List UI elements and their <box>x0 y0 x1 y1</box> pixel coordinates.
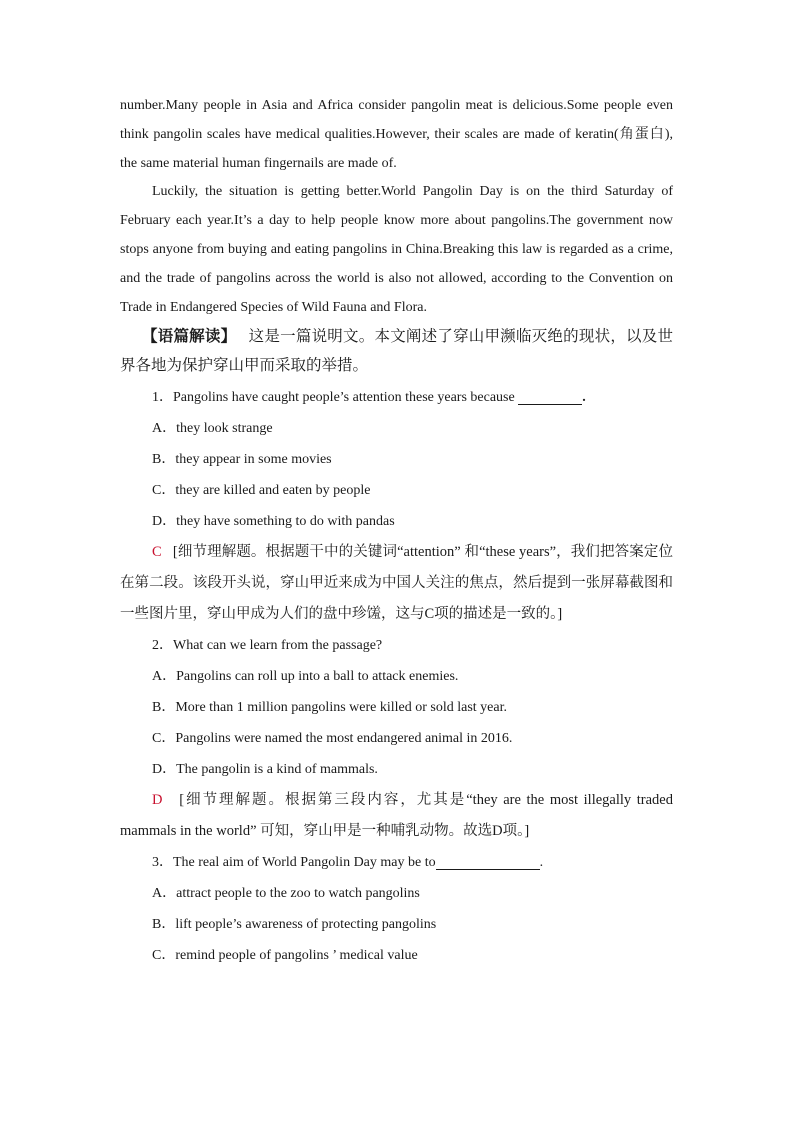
option-a: A．Pangolins can roll up into a ball to attack enemies. <box>152 669 459 685</box>
answer-explanation: D [细节理解题。根据第三段内容，尤其是“they are the most illegally traded mammals in the world” 可知，穿山甲是一种哺乳动物。故选D项。] <box>120 792 673 840</box>
option-a: A．attract people to the zoo to watch pangolins <box>152 886 420 902</box>
answer-letter: C <box>152 544 162 561</box>
discourse-analysis <box>120 322 673 380</box>
question-stem: 2．What can we learn from the passage? <box>152 638 383 654</box>
analysis-tag: 【语篇解读】 <box>142 328 237 346</box>
question-stem: 3．The real aim of World Pangolin Day may be to . <box>152 855 544 871</box>
question-3 <box>120 847 673 971</box>
option-b: B．lift people’s awareness of protecting pangolins <box>152 917 437 933</box>
analysis-text: 这是一篇说明文。本文阐述了穿山甲濒临灭绝的现状，以及世界各地为保护穿山甲而采取的举措。 <box>120 328 674 375</box>
option-d: D．The pangolin is a kind of mammals. <box>152 762 378 778</box>
option-c: C．Pangolins were named the most endangered animal in 2016. <box>152 731 513 747</box>
option-c: C．they are killed and eaten by people <box>152 483 371 499</box>
answer-blank <box>436 854 540 870</box>
answer-letter: D <box>152 792 163 809</box>
question-2 <box>120 630 673 847</box>
answer-explanation: C [细节理解题。根据题干中的关键词“attention” 和“these years”，我们把答案定位在第二段。该段开头说，穿山甲近来成为中国人关注的焦点，然后提到一张屏幕截图和一些图片里，穿山甲成为人们的盘中珍馐，这与C项的描述是一致的。] <box>120 544 673 623</box>
question-1 <box>120 382 673 630</box>
passage-paragraph-1: number.Many people in Asia and Africa consider pangolin meat is delicious.Some people even think pangolin scales have medical qualities.However, their scales are made of keratin(角蛋白), the same material human fingernails are made of. <box>120 98 673 171</box>
document-page <box>120 92 673 971</box>
option-b: B．they appear in some movies <box>152 452 332 468</box>
option-c: C．remind people of pangolins ’ medical value <box>152 948 418 964</box>
answer-blank <box>518 389 582 405</box>
question-stem: 1．Pangolins have caught people’s attention these years because . <box>152 390 586 406</box>
passage-paragraph-2: Luckily, the situation is getting better.World Pangolin Day is on the third Saturday of February each year.It’s a day to help people know more about pangolins.The government now stops anyone from buying and eating pangolins in China.Breaking this law is regarded as a crime, and the trade of pangolins across the world is also not allowed, according to the Convention on Trade in Endangered Species of Wild Fauna and Flora. <box>120 184 673 315</box>
option-a: A．they look strange <box>152 421 273 437</box>
option-d: D．they have something to do with pandas <box>152 514 395 530</box>
option-b: B．More than 1 million pangolins were killed or sold last year. <box>152 700 508 716</box>
